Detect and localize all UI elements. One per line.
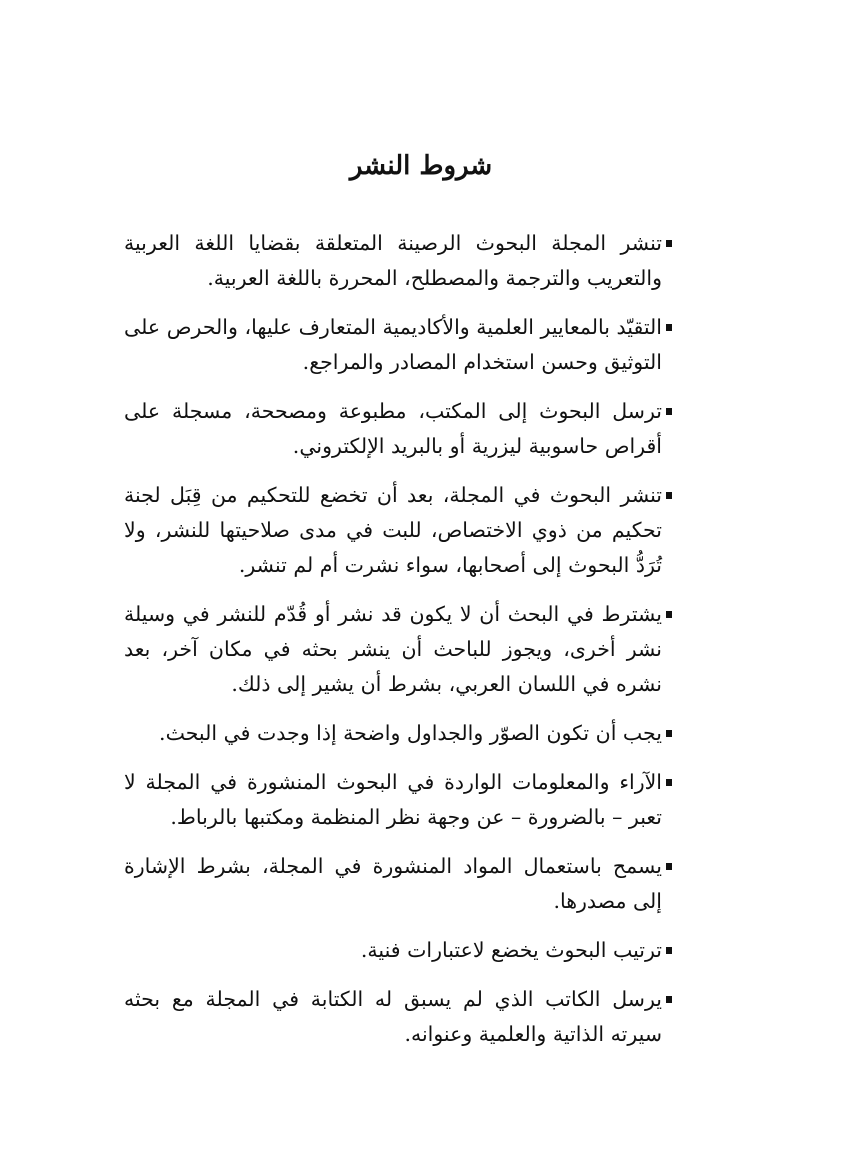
condition-text: تنشر المجلة البحوث الرصينة المتعلقة بقضايا اللغة العربية والتعريب والترجمة والمصطلح، المحررة باللغة العربية. <box>124 231 662 290</box>
condition-text: التقيّد بالمعايير العلمية والأكاديمية المتعارف عليها، والحرص على التوثيق وحسن استخدام المصادر والمراجع. <box>124 315 662 374</box>
bullet-square-icon <box>666 492 672 499</box>
bullet-square-icon <box>666 779 672 786</box>
page-title: شروط النشر <box>349 151 493 181</box>
list-item <box>124 765 672 835</box>
condition-text: تنشر البحوث في المجلة، بعد أن تخضع للتحكيم من قِبَل لجنة تحكيم من ذوي الاختصاص، للبت في مدى صلاحيتها للنشر، ولا تُرَدُّ البحوث إلى أصحابها، سواء نشرت أم لم تنشر. <box>124 483 662 577</box>
conditions-list <box>124 226 672 1066</box>
bullet-square-icon <box>666 611 672 618</box>
list-item <box>124 478 672 583</box>
list-item <box>124 226 672 296</box>
list-item <box>124 394 672 464</box>
condition-text: ترتيب البحوث يخضع لاعتبارات فنية. <box>360 938 662 962</box>
bullet-square-icon <box>666 324 672 331</box>
condition-text: يسمح باستعمال المواد المنشورة في المجلة، بشرط الإشارة إلى مصدرها. <box>124 854 662 913</box>
list-item <box>124 849 672 919</box>
bullet-square-icon <box>666 996 672 1003</box>
bullet-square-icon <box>666 408 672 415</box>
condition-text: يجب أن تكون الصوّر والجداول واضحة إذا وجدت في البحث. <box>159 721 662 745</box>
bullet-square-icon <box>666 863 672 870</box>
list-item <box>124 933 672 968</box>
condition-text: الآراء والمعلومات الواردة في البحوث المنشورة في المجلة لا تعبر – بالضرورة – عن وجهة نظر المنظمة ومكتبها بالرباط. <box>124 770 662 829</box>
condition-text: ترسل البحوث إلى المكتب، مطبوعة ومصححة، مسجلة على أقراص حاسوبية ليزرية أو بالبريد الإلكتروني. <box>124 399 662 458</box>
bullet-square-icon <box>666 947 672 954</box>
condition-text: يرسل الكاتب الذي لم يسبق له الكتابة في المجلة مع بحثه سيرته الذاتية والعلمية وعنوانه. <box>124 987 662 1046</box>
bullet-square-icon <box>666 730 672 737</box>
list-item <box>124 982 672 1052</box>
list-item <box>124 310 672 380</box>
list-item <box>124 716 672 751</box>
bullet-square-icon <box>666 240 672 247</box>
list-item <box>124 597 672 702</box>
condition-text: يشترط في البحث أن لا يكون قد نشر أو قُدّم للنشر في وسيلة نشر أخرى، ويجوز للباحث أن ينشر بحثه في مكان آخر، بعد نشره في اللسان العربي، بشرط أن يشير إلى ذلك. <box>124 602 662 696</box>
